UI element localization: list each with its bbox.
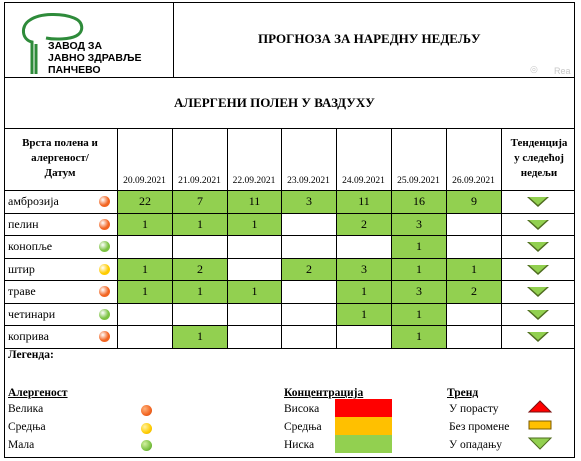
watermark-text: Rea [554, 66, 571, 76]
date-label: 23.09.2021 [287, 176, 330, 186]
value-cell: 3 [392, 281, 446, 303]
org-line-3: ПАНЧЕВО [48, 64, 101, 76]
legend-title: Легенда: [8, 349, 54, 361]
plant-name: пелин [8, 216, 39, 231]
value-cell: 16 [392, 191, 446, 213]
trend-same-icon [529, 421, 551, 429]
legend-dot-low [141, 440, 152, 451]
table-row-line [4, 325, 575, 326]
value-cell: 1 [392, 304, 446, 326]
legend-allergenicity-medium: Средња [8, 421, 46, 433]
value-cell: 2 [173, 259, 227, 281]
col-header-type-line-2: алергеност/ [31, 152, 89, 164]
subtitle: АЛЕРГЕНИ ПОЛЕН У ВАЗДУХУ [174, 95, 375, 110]
value-cell: 1 [118, 214, 172, 236]
trend-down-icon [527, 197, 549, 207]
legend-trend-up: У порасту [449, 403, 499, 415]
legend-concentration-medium: Средња [284, 421, 322, 433]
value-cell: 1 [173, 326, 227, 348]
allergenicity-medium-icon [99, 264, 110, 275]
trend-down-icon [527, 287, 549, 297]
trend-up-icon [529, 401, 551, 412]
table-column-divider [172, 128, 173, 348]
date-label: 21.09.2021 [178, 176, 221, 186]
allergenicity-high-icon [99, 219, 110, 230]
plant-name: четинари [8, 306, 56, 321]
header-bottom-line [4, 77, 575, 78]
col-header-trend [503, 136, 575, 181]
legend-allergenicity-high: Велика [8, 403, 44, 415]
date-label: 25.09.2021 [397, 176, 440, 186]
value-cell: 2 [337, 214, 391, 236]
legend-allergenicity-title: Алергеност [8, 387, 68, 399]
value-cell: 1 [228, 281, 281, 303]
value-cell: 1 [392, 259, 446, 281]
legend-dot-high [141, 405, 152, 416]
value-cell: 1 [392, 236, 446, 258]
legend-swatch-low [335, 435, 392, 453]
trend-down-icon [527, 220, 549, 230]
date-label: 22.09.2021 [232, 176, 276, 186]
table-row-line [4, 303, 575, 304]
table-row-line [4, 235, 575, 236]
table-column-divider [117, 128, 118, 348]
org-line-2: ЈАВНО ЗДРАВЉЕ [48, 52, 142, 64]
legend-dot-medium [141, 423, 152, 434]
allergenicity-low-icon [99, 241, 110, 252]
value-cell: 2 [447, 281, 501, 303]
table-row-line [4, 348, 575, 349]
table-column-divider [501, 128, 502, 348]
org-name [48, 40, 141, 76]
org-line-1: ЗАВОД ЗА [48, 40, 103, 52]
legend-concentration-low: Ниска [284, 439, 315, 451]
value-cell: 1 [118, 259, 172, 281]
legend-swatch-high [335, 399, 392, 417]
value-cell: 1 [447, 259, 501, 281]
value-cell: 1 [337, 304, 391, 326]
trend-down-icon [527, 310, 549, 320]
allergenicity-high-icon [99, 196, 110, 207]
forecast-title: ПРОГНОЗА ЗА НАРЕДНУ НЕДЕЉУ [258, 31, 481, 46]
date-label: 26.09.2021 [452, 176, 495, 186]
value-cell: 1 [337, 281, 391, 303]
col-header-type-line-1: Врста полена и [22, 137, 98, 149]
legend-concentration-title: Концентрација [284, 387, 364, 399]
value-cell: 3 [282, 191, 336, 213]
legend-trend-title: Тренд [447, 387, 479, 399]
col-header-trend-line-3: недељи [520, 167, 558, 179]
value-cell: 1 [228, 214, 281, 236]
trend-down-icon [527, 242, 549, 252]
legend-trend-icons [526, 398, 556, 456]
plant-name: конопље [8, 239, 53, 253]
col-header-trend-line-1: Тенденција [510, 137, 568, 149]
value-cell: 11 [337, 191, 391, 213]
value-cell: 1 [392, 326, 446, 348]
value-cell: 1 [173, 214, 227, 236]
legend-trend-down: У опадању [449, 439, 503, 451]
value-cell: 11 [228, 191, 281, 213]
allergenicity-low-icon [99, 309, 110, 320]
trend-down-icon [527, 332, 549, 342]
trend-down-icon [529, 438, 551, 449]
legend-swatch-medium [335, 417, 392, 435]
plant-name: амброзија [8, 194, 59, 208]
col-header-type [6, 136, 114, 181]
value-cell: 2 [282, 259, 336, 281]
plant-name: штир [8, 261, 35, 276]
value-cell: 1 [173, 281, 227, 303]
table-top-line [4, 128, 575, 129]
date-label: 24.09.2021 [342, 176, 385, 186]
value-cell: 3 [392, 214, 446, 236]
value-cell: 1 [118, 281, 172, 303]
allergenicity-high-icon [99, 286, 110, 297]
trend-down-icon [527, 265, 549, 275]
value-cell: 22 [118, 191, 172, 213]
legend-trend-same: Без промене [449, 421, 510, 433]
legend-allergenicity-low: Мала [8, 439, 35, 451]
table-column-divider [281, 128, 282, 348]
col-header-trend-line-2: у следећој [514, 152, 564, 164]
header-divider [173, 2, 174, 77]
table-column-divider [227, 128, 228, 348]
value-cell: 7 [173, 191, 227, 213]
value-cell: 9 [447, 191, 501, 213]
plant-name: коприва [8, 329, 49, 343]
table-column-divider [446, 128, 447, 348]
col-header-type-line-3: Датум [44, 167, 76, 179]
plant-name: траве [8, 284, 36, 298]
value-cell: 3 [337, 259, 391, 281]
legend-concentration-high: Висока [284, 403, 320, 415]
date-label: 20.09.2021 [123, 176, 166, 186]
table-row-line [4, 213, 575, 214]
watermark-icon: ◎ [530, 64, 538, 74]
allergenicity-high-icon [99, 331, 110, 342]
